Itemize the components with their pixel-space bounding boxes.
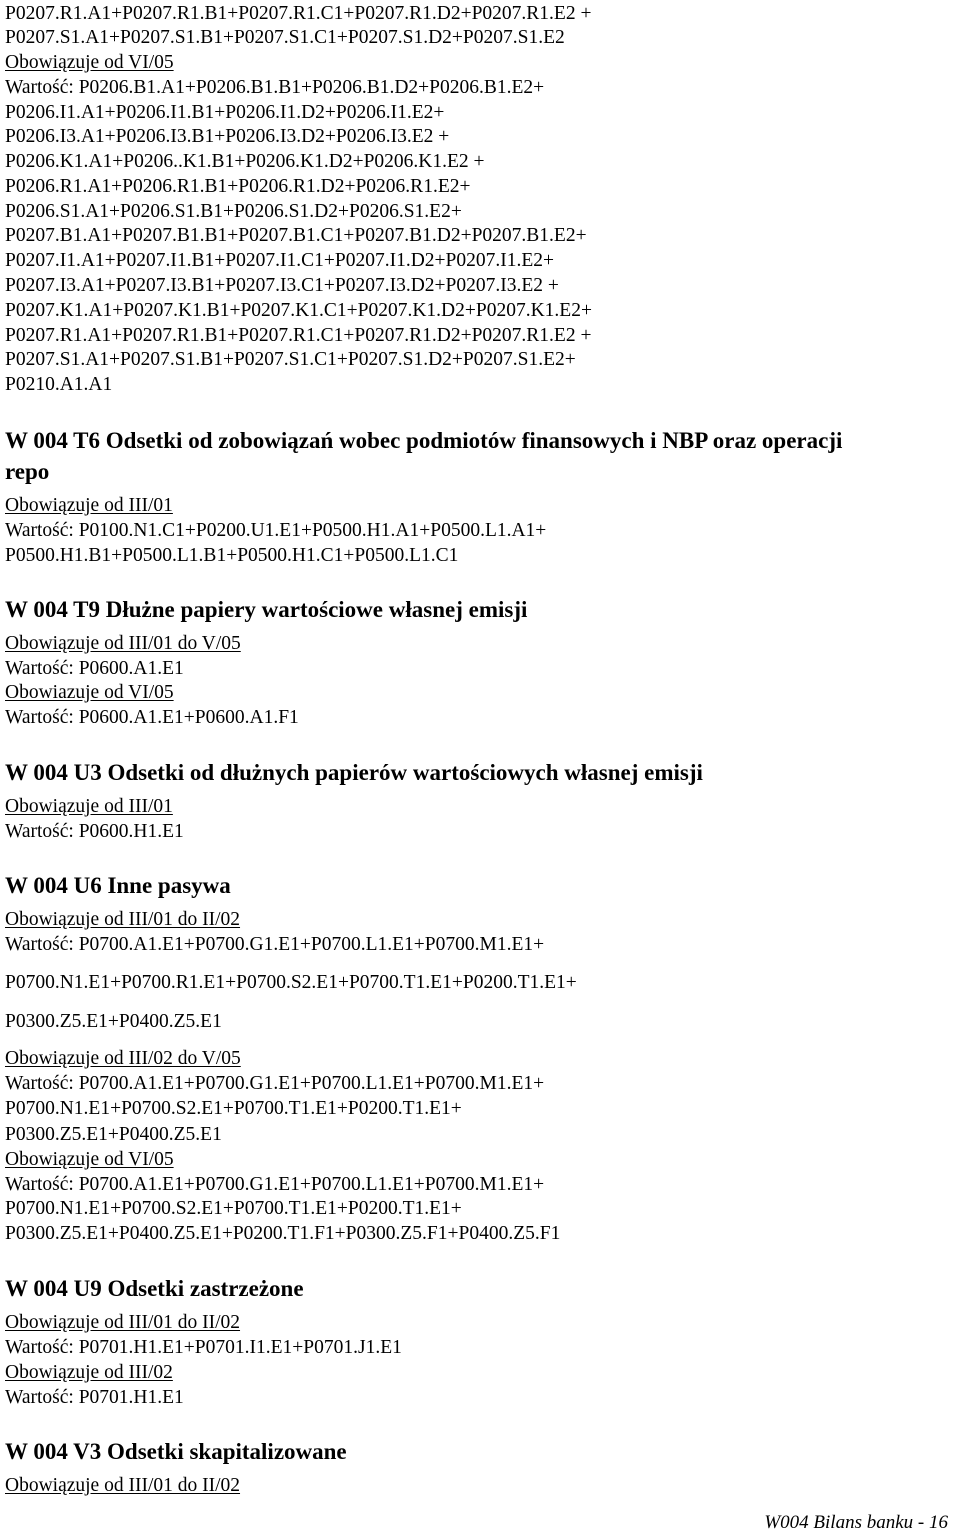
formula-line: P0207.I1.A1+P0207.I1.B1+P0207.I1.C1+P0207.I1.D2+P0207.I1.E2+ — [5, 250, 555, 271]
formula-line: P0206.S1.A1+P0206.S1.B1+P0206.S1.D2+P0206.S1.E2+ — [5, 201, 462, 222]
section-heading-u3: W 004 U3 Odsetki od dłużnych papierów wartościowych własnej emisji — [5, 760, 703, 785]
section-heading-v3: W 004 V3 Odsetki skapitalizowane — [5, 1439, 347, 1464]
formula-line: P0300.Z5.E1+P0400.Z5.E1+P0200.T1.F1+P0300.Z5.F1+P0400.Z5.F1 — [5, 1223, 561, 1244]
validity-period: Obowiązuje od III/01 do II/02 — [5, 909, 241, 930]
value-formula: Wartość: P0600.H1.E1 — [5, 821, 184, 842]
formula-line: P0206.K1.A1+P0206..K1.B1+P0206.K1.D2+P0206.K1.E2 + — [5, 151, 485, 172]
formula-line: P0210.A1.A1 — [5, 374, 113, 395]
validity-period: Obowiązuje od III/01 do II/02 — [5, 1312, 241, 1333]
formula-line: P0207.S1.A1+P0207.S1.B1+P0207.S1.C1+P0207.S1.D2+P0207.S1.E2 — [5, 27, 565, 48]
value-formula: Wartość: P0600.A1.E1+P0600.A1.F1 — [5, 707, 299, 728]
formula-line: P0206.I3.A1+P0206.I3.B1+P0206.I3.D2+P0206.I3.E2 + — [5, 126, 450, 147]
formula-line: P0700.N1.E1+P0700.S2.E1+P0700.T1.E1+P0200.T1.E1+ — [5, 1098, 462, 1119]
value-formula: Wartość: P0700.A1.E1+P0700.G1.E1+P0700.L1.E1+P0700.M1.E1+ — [5, 1174, 545, 1195]
formula-line: P0207.B1.A1+P0207.B1.B1+P0207.B1.C1+P0207.B1.D2+P0207.B1.E2+ — [5, 225, 587, 246]
formula-line: P0700.N1.E1+P0700.R1.E1+P0700.S2.E1+P0700.T1.E1+P0200.T1.E1+ — [5, 972, 577, 993]
validity-period: Obowiązuje od III/01 — [5, 495, 173, 516]
section-heading-t6-cont: repo — [5, 459, 50, 484]
section-heading-u9: W 004 U9 Odsetki zastrzeżone — [5, 1276, 304, 1301]
value-formula: Wartość: P0100.N1.C1+P0200.U1.E1+P0500.H1.A1+P0500.L1.A1+ — [5, 520, 547, 541]
section-heading-t9: W 004 T9 Dłużne papiery wartościowe własnej emisji — [5, 597, 528, 622]
page-footer: W004 Bilans banku - 16 — [764, 1512, 948, 1533]
validity-period: Obowiązuje od VI/05 — [5, 1149, 174, 1170]
validity-period: Obowiazuje od VI/05 — [5, 682, 174, 703]
validity-period: Obowiązuje od III/01 — [5, 796, 173, 817]
formula-line: P0700.N1.E1+P0700.S2.E1+P0700.T1.E1+P0200.T1.E1+ — [5, 1198, 462, 1219]
validity-period: Obowiązuje od III/02 — [5, 1362, 173, 1383]
formula-line: P0206.R1.A1+P0206.R1.B1+P0206.R1.D2+P0206.R1.E2+ — [5, 176, 471, 197]
validity-period: Obowiązuje od VI/05 — [5, 52, 174, 73]
formula-line: P0207.K1.A1+P0207.K1.B1+P0207.K1.C1+P0207.K1.D2+P0207.K1.E2+ — [5, 300, 592, 321]
formula-line: P0500.H1.B1+P0500.L1.B1+P0500.H1.C1+P0500.L1.C1 — [5, 545, 459, 566]
value-formula: Wartość: P0206.B1.A1+P0206.B1.B1+P0206.B1.D2+P0206.B1.E2+ — [5, 77, 545, 98]
formula-line: P0207.S1.A1+P0207.S1.B1+P0207.S1.C1+P0207.S1.D2+P0207.S1.E2+ — [5, 349, 576, 370]
value-formula: Wartość: P0600.A1.E1 — [5, 658, 184, 679]
value-formula: Wartość: P0701.H1.E1+P0701.I1.E1+P0701.J1.E1 — [5, 1337, 402, 1358]
formula-line: P0207.R1.A1+P0207.R1.B1+P0207.R1.C1+P0207.R1.D2+P0207.R1.E2 + — [5, 325, 592, 346]
value-formula: Wartość: P0701.H1.E1 — [5, 1387, 184, 1408]
section-heading-t6: W 004 T6 Odsetki od zobowiązań wobec podmiotów finansowych i NBP oraz operacji — [5, 428, 843, 453]
validity-period: Obowiązuje od III/02 do V/05 — [5, 1048, 241, 1069]
formula-line: P0207.I3.A1+P0207.I3.B1+P0207.I3.C1+P0207.I3.D2+P0207.I3.E2 + — [5, 275, 559, 296]
formula-line: P0206.I1.A1+P0206.I1.B1+P0206.I1.D2+P0206.I1.E2+ — [5, 102, 445, 123]
value-formula: Wartość: P0700.A1.E1+P0700.G1.E1+P0700.L1.E1+P0700.M1.E1+ — [5, 934, 545, 955]
validity-period: Obowiązuje od III/01 do II/02 — [5, 1475, 241, 1496]
validity-period: Obowiązuje od III/01 do V/05 — [5, 633, 241, 654]
formula-line: P0300.Z5.E1+P0400.Z5.E1 — [5, 1124, 222, 1145]
formula-line: P0207.R1.A1+P0207.R1.B1+P0207.R1.C1+P0207.R1.D2+P0207.R1.E2 + — [5, 3, 592, 24]
value-formula: Wartość: P0700.A1.E1+P0700.G1.E1+P0700.L1.E1+P0700.M1.E1+ — [5, 1073, 545, 1094]
formula-line: P0300.Z5.E1+P0400.Z5.E1 — [5, 1011, 222, 1032]
section-heading-u6: W 004 U6 Inne pasywa — [5, 873, 231, 898]
